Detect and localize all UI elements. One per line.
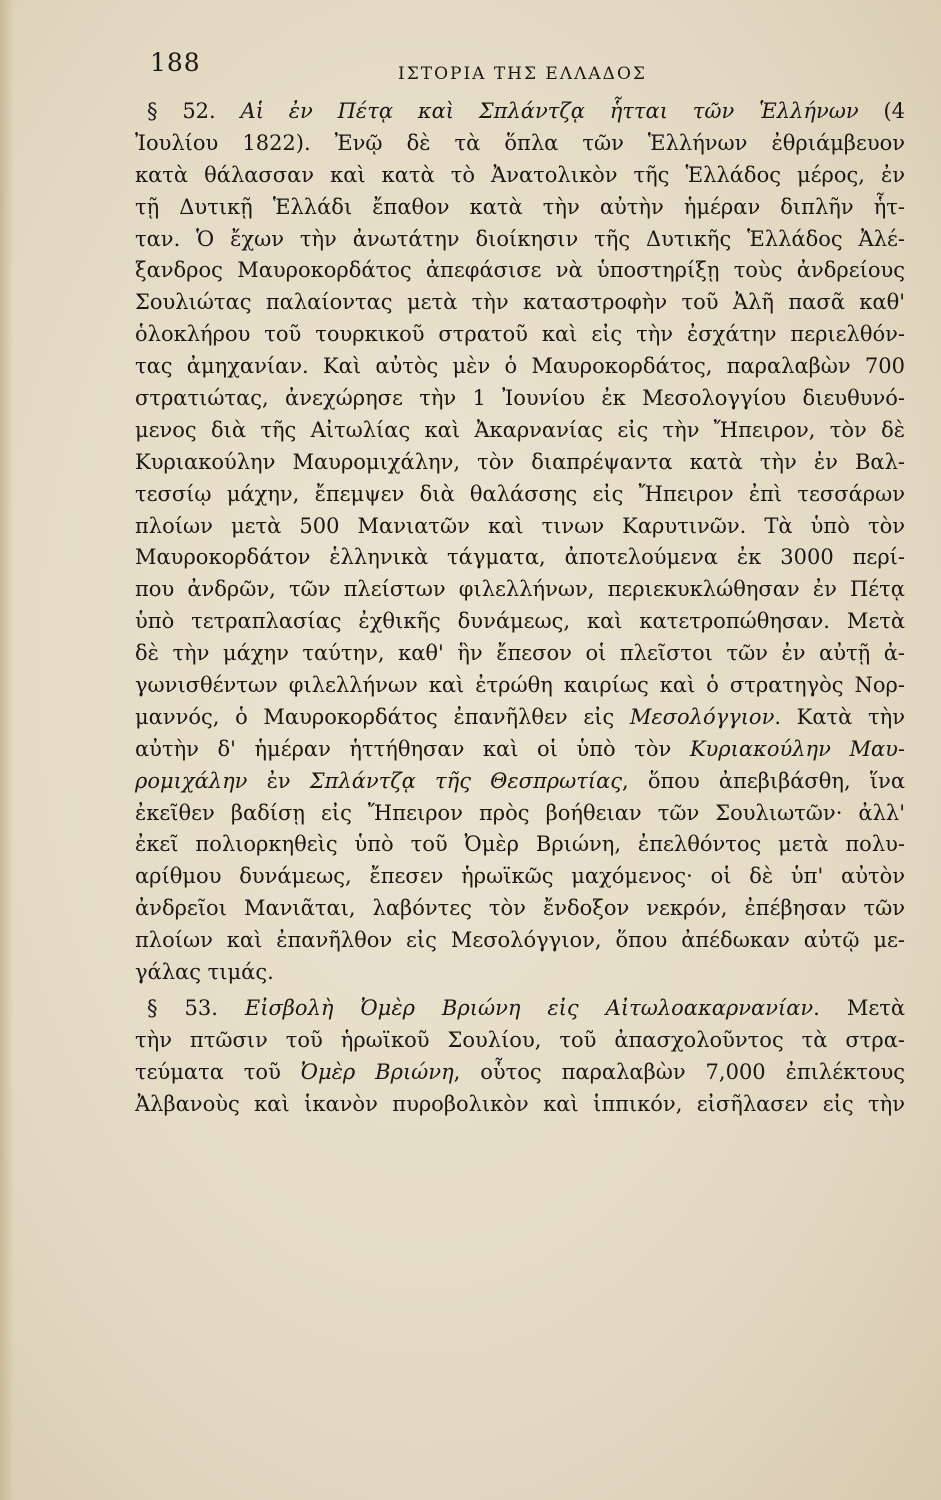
italic-heading-text: Σπλάντζᾳ τῆς Θεσπρωτίας bbox=[309, 768, 623, 793]
line-text: που ἀνδρῶν, τῶν πλείστων φιλελλήνων, περιεκυκλώθησαν ἐν Πέτᾳ bbox=[135, 577, 905, 602]
text-line bbox=[135, 160, 905, 192]
text-line bbox=[135, 383, 905, 415]
line-text: Ἰουλίου 1822). Ἐνῷ δὲ τὰ ὅπλα τῶν Ἑλλήνων ἐθριάμβευον bbox=[135, 130, 905, 155]
line-text: κατὰ θάλασσαν καὶ κατὰ τὸ Ἀνατολικὸν τῆς Ἑλλάδος μέρος, ἐν bbox=[135, 162, 905, 187]
line-text: . Κατὰ τὴν bbox=[774, 704, 905, 729]
running-header bbox=[150, 48, 890, 88]
line-text: αρίθμου δυνάμεως, ἔπεσεν ἡρωϊκῶς μαχόμενος· οἱ δὲ ὑπ' αὐτὸν bbox=[135, 864, 905, 889]
text-line bbox=[135, 734, 905, 766]
line-text: ἐκεῖθεν βαδίσῃ εἰς Ἤπειρον πρὸς βοήθειαν τῶν Σουλιωτῶν· ἀλλ' bbox=[135, 800, 905, 825]
line-text: ἀνδρεῖοι Μανιᾶται, λαβόντες τὸν ἔνδοξον νεκρόν, ἐπέβησαν τῶν bbox=[135, 896, 905, 921]
line-text: τεύματα τοῦ bbox=[135, 1059, 301, 1084]
text-line bbox=[135, 319, 905, 351]
text-line bbox=[135, 255, 905, 287]
text-line bbox=[135, 606, 905, 638]
text-line bbox=[135, 798, 905, 830]
line-text: (4 bbox=[858, 99, 905, 123]
text-line bbox=[135, 574, 905, 606]
body-text bbox=[135, 96, 905, 1121]
line-text: , ὅπου ἀπεβιβάσθη, ἵνα bbox=[622, 768, 905, 793]
line-text: στρατιώτας, ἀνεχώρησε τὴν 1 Ἰουνίου ἐκ Μεσολογγίου διευθυνό- bbox=[135, 386, 905, 411]
italic-heading-text: Μεσολόγγιον bbox=[629, 704, 775, 729]
text-line bbox=[135, 893, 905, 925]
line-text: ὑπὸ τετραπλασίας ἐχθικῆς δυνάμεως, καὶ κατετροπώθησαν. Μετὰ bbox=[135, 609, 905, 634]
line-text: § 52. bbox=[147, 99, 241, 123]
text-line bbox=[135, 1089, 905, 1121]
line-text: τὴν πτῶσιν τοῦ ἡρωϊκοῦ Σουλίου, τοῦ ἀπασχολοῦντος τὰ στρα- bbox=[135, 1027, 905, 1052]
line-text: § 53. bbox=[147, 995, 245, 1020]
line-text: γάλας τιμάς. bbox=[135, 960, 274, 985]
text-line bbox=[135, 957, 905, 989]
text-line bbox=[135, 861, 905, 893]
line-text: γωνισθέντων φιλελλήνων καὶ ἐτρώθη καιρίως καὶ ὁ στρατηγὸς Νορ- bbox=[135, 673, 905, 698]
italic-heading-text: Κυριακούλην Μαυ- bbox=[689, 736, 905, 761]
text-line bbox=[135, 702, 905, 734]
line-text: αὐτὴν δ' ἡμέραν ἡττήθησαν καὶ οἱ ὑπὸ τὸν bbox=[135, 736, 690, 761]
line-text: ταν. Ὁ ἔχων τὴν ἀνωτάτην διοίκησιν τῆς Δυτικῆς Ἑλλάδος Ἀλέ- bbox=[135, 226, 905, 251]
line-text: τας ἀμηχανίαν. Καὶ αὐτὸς μὲν ὁ Μαυροκορδάτος, παραλαβὼν 700 bbox=[135, 354, 905, 379]
page-number: 188 bbox=[150, 48, 201, 77]
line-text: πλοίων καὶ ἐπανῆλθον εἰς Μεσολόγγιον, ὅπου ἀπέδωκαν αὐτῷ με- bbox=[135, 928, 905, 953]
line-text: Ἀλβανοὺς καὶ ἱκανὸν πυροβολικὸν καὶ ἱππικόν, εἰσῆλασεν εἰς τὴν bbox=[135, 1091, 905, 1116]
text-line bbox=[135, 1025, 905, 1057]
line-text: Κυριακούλην Μαυρομιχάλην, τὸν διαπρέψαντα κατὰ τὴν ἐν Βαλ- bbox=[135, 449, 905, 474]
text-line bbox=[135, 542, 905, 574]
italic-heading-text: ρομιχάλην bbox=[135, 768, 248, 793]
text-line bbox=[135, 670, 905, 702]
text-line bbox=[135, 128, 905, 160]
line-text: μενος διὰ τῆς Αἰτωλίας καὶ Ἀκαρνανίας εἰς τὴν Ἤπειρον, τὸν δὲ bbox=[135, 417, 905, 442]
line-text: , οὗτος παραλαβὼν 7,000 ἐπιλέκτους bbox=[453, 1059, 905, 1084]
text-line bbox=[135, 993, 905, 1025]
page-gutter-shadow bbox=[0, 0, 14, 1500]
line-text: Μαυροκορδάτον ἑλληνικὰ τάγματα, ἀποτελούμενα ἐκ 3000 περί- bbox=[135, 545, 905, 570]
italic-heading-text: Αἱ ἐν Πέτᾳ καὶ Σπλάντζᾳ ἧτται τῶν Ἑλλήνων bbox=[240, 99, 859, 123]
text-line bbox=[135, 415, 905, 447]
text-line bbox=[135, 511, 905, 543]
line-text: ἐκεῖ πολιορκηθεὶς ὑπὸ τοῦ Ὀμὲρ Βριώνη, ἐπελθόντος μετὰ πολυ- bbox=[135, 832, 905, 857]
running-title: ΙΣΤΟΡΙΑ ΤΗΣ ΕΛΛΑΔΟΣ bbox=[398, 64, 647, 84]
text-line bbox=[135, 925, 905, 957]
line-text: τεσσίῳ μάχην, ἔπεμψεν διὰ θαλάσσης εἰς Ἤπειρον ἐπὶ τεσσάρων bbox=[135, 481, 905, 506]
line-text: πλοίων μετὰ 500 Μανιατῶν καὶ τινων Καρυτινῶν. Τὰ ὑπὸ τὸν bbox=[135, 513, 905, 538]
text-line bbox=[135, 96, 905, 128]
line-text: ἐν bbox=[247, 768, 310, 793]
line-text: . Μετὰ bbox=[813, 995, 905, 1020]
text-line bbox=[135, 829, 905, 861]
line-text: τῇ Δυτικῇ Ἑλλάδι ἔπαθον κατὰ τὴν αὐτὴν ἡμέραν διπλῆν ἧτ- bbox=[135, 194, 905, 219]
text-line bbox=[135, 1057, 905, 1089]
text-line bbox=[135, 638, 905, 670]
text-line bbox=[135, 224, 905, 256]
line-text: ὁλοκλήρου τοῦ τουρκικοῦ στρατοῦ καὶ εἰς τὴν ἐσχάτην περιελθόν- bbox=[135, 322, 905, 347]
line-text: ξανδρος Μαυροκορδάτος ἀπεφάσισε νὰ ὑποστηρίξῃ τοὺς ἀνδρείους bbox=[135, 258, 905, 283]
text-line bbox=[135, 351, 905, 383]
line-text: μαννός, ὁ Μαυροκορδάτος ἐπανῆλθεν εἰς bbox=[135, 704, 630, 729]
text-line bbox=[135, 766, 905, 798]
text-line bbox=[135, 479, 905, 511]
text-line bbox=[135, 192, 905, 224]
line-text: δὲ τὴν μάχην ταύτην, καθ' ἣν ἔπεσον οἱ πλεῖστοι τῶν ἐν αὐτῇ ἀ- bbox=[135, 641, 905, 666]
text-line bbox=[135, 287, 905, 319]
italic-heading-text: Ὀμὲρ Βριώνη bbox=[300, 1059, 454, 1084]
line-text: Σουλιώτας παλαίοντας μετὰ τὴν καταστροφὴν τοῦ Ἀλῆ πασᾶ καθ' bbox=[135, 290, 905, 315]
text-line bbox=[135, 447, 905, 479]
italic-heading-text: Εἰσβολὴ Ὀμὲρ Βριώνη εἰς Αἰτωλοακαρνανίαν bbox=[244, 995, 814, 1020]
